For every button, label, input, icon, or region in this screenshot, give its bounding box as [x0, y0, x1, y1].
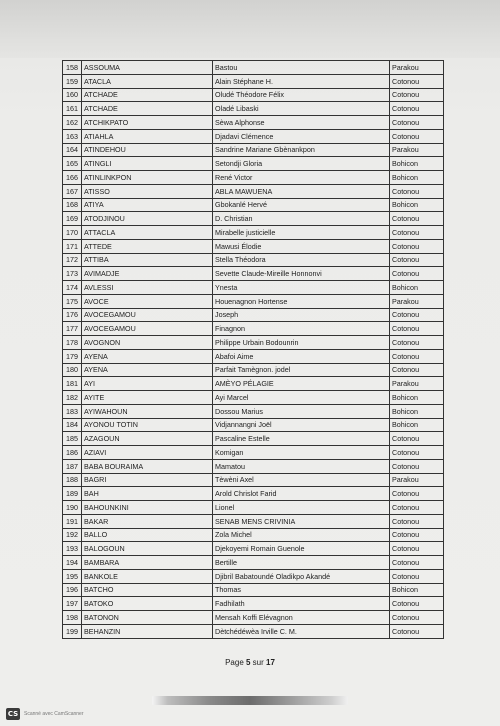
city-cell: Bohicon — [390, 281, 444, 295]
last-name-cell: BANKOLE — [82, 569, 213, 583]
row-number-cell: 167 — [63, 184, 82, 198]
last-name-cell: AYIWAHOUN — [82, 404, 213, 418]
first-name-cell: Finagnon — [213, 322, 390, 336]
row-number-cell: 173 — [63, 267, 82, 281]
first-name-cell: Komigan — [213, 446, 390, 460]
last-name-cell: BATOKO — [82, 597, 213, 611]
first-name-cell: Bertille — [213, 556, 390, 570]
table-row — [63, 226, 444, 240]
city-cell: Cotonou — [390, 88, 444, 102]
row-number-cell: 158 — [63, 61, 82, 75]
last-name-cell: AYENA — [82, 363, 213, 377]
last-name-cell: ATIYA — [82, 198, 213, 212]
city-cell: Bohicon — [390, 404, 444, 418]
last-name-cell: ATINLINKPON — [82, 171, 213, 185]
first-name-cell: Parfait Tamègnon. jodel — [213, 363, 390, 377]
table-row — [63, 583, 444, 597]
table-row — [63, 184, 444, 198]
table-row — [63, 624, 444, 638]
first-name-cell: Mamatou — [213, 459, 390, 473]
row-number-cell: 176 — [63, 308, 82, 322]
first-name-cell: SENAB MENS CRIVINIA — [213, 514, 390, 528]
last-name-cell: AVLESSI — [82, 281, 213, 295]
city-cell: Parakou — [390, 294, 444, 308]
last-name-cell: BAMBARA — [82, 556, 213, 570]
city-cell: Cotonou — [390, 487, 444, 501]
last-name-cell: ATACLA — [82, 74, 213, 88]
table-row — [63, 88, 444, 102]
city-cell: Cotonou — [390, 322, 444, 336]
first-name-cell: ABLA MAWUENA — [213, 184, 390, 198]
last-name-cell: BALLO — [82, 528, 213, 542]
table-row — [63, 501, 444, 515]
table-row — [63, 102, 444, 116]
table-row — [63, 377, 444, 391]
table-row — [63, 611, 444, 625]
camscanner-logo-icon: CS — [7, 710, 19, 718]
row-number-cell: 171 — [63, 239, 82, 253]
table-row — [63, 61, 444, 75]
table-row — [63, 239, 444, 253]
last-name-cell: ATTEDE — [82, 239, 213, 253]
city-cell: Cotonou — [390, 116, 444, 130]
first-name-cell: Joseph — [213, 308, 390, 322]
first-name-cell: D. Christian — [213, 212, 390, 226]
row-number-cell: 184 — [63, 418, 82, 432]
first-name-cell: Sevette Claude-Mireille Honnonvi — [213, 267, 390, 281]
scan-gradient-bar — [152, 696, 348, 705]
row-number-cell: 159 — [63, 74, 82, 88]
city-cell: Parakou — [390, 473, 444, 487]
first-name-cell: Alain Stéphane H. — [213, 74, 390, 88]
table-row — [63, 487, 444, 501]
table-row — [63, 514, 444, 528]
first-name-cell: Philippe Urbain Bodounrin — [213, 336, 390, 350]
city-cell: Parakou — [390, 143, 444, 157]
table-row — [63, 322, 444, 336]
table-row — [63, 198, 444, 212]
table-row — [63, 542, 444, 556]
city-cell: Bohicon — [390, 391, 444, 405]
city-cell: Cotonou — [390, 501, 444, 515]
table-row — [63, 212, 444, 226]
table-row — [63, 157, 444, 171]
last-name-cell: AYI — [82, 377, 213, 391]
first-name-cell: Djekoyemi Romain Guenole — [213, 542, 390, 556]
footer-total-pages: 17 — [266, 658, 275, 667]
last-name-cell: ATTACLA — [82, 226, 213, 240]
row-number-cell: 164 — [63, 143, 82, 157]
last-name-cell: AYITE — [82, 391, 213, 405]
city-cell: Cotonou — [390, 446, 444, 460]
city-cell: Bohicon — [390, 583, 444, 597]
first-name-cell: Thomas — [213, 583, 390, 597]
last-name-cell: BALOGOUN — [82, 542, 213, 556]
table-row — [63, 294, 444, 308]
roster-table — [62, 60, 444, 639]
row-number-cell: 187 — [63, 459, 82, 473]
row-number-cell: 182 — [63, 391, 82, 405]
last-name-cell: BAHOUNKINI — [82, 501, 213, 515]
last-name-cell: BAH — [82, 487, 213, 501]
table-row — [63, 556, 444, 570]
city-cell: Cotonou — [390, 459, 444, 473]
first-name-cell: Djibril Babatoundé Oladikpo Akandé — [213, 569, 390, 583]
last-name-cell: ASSOUMA — [82, 61, 213, 75]
city-cell: Parakou — [390, 61, 444, 75]
first-name-cell: Setondji Gloria — [213, 157, 390, 171]
table-row — [63, 74, 444, 88]
row-number-cell: 193 — [63, 542, 82, 556]
first-name-cell: Mirabelle justicielle — [213, 226, 390, 240]
table-row — [63, 569, 444, 583]
table-row — [63, 418, 444, 432]
last-name-cell: AYENA — [82, 349, 213, 363]
first-name-cell: Sandrine Mariane Gbènankpon — [213, 143, 390, 157]
city-cell: Cotonou — [390, 267, 444, 281]
row-number-cell: 179 — [63, 349, 82, 363]
first-name-cell: Lionel — [213, 501, 390, 515]
city-cell: Cotonou — [390, 611, 444, 625]
city-cell: Cotonou — [390, 253, 444, 267]
last-name-cell: ATCHADE — [82, 102, 213, 116]
row-number-cell: 163 — [63, 129, 82, 143]
last-name-cell: ATODJINOU — [82, 212, 213, 226]
city-cell: Cotonou — [390, 184, 444, 198]
first-name-cell: Vidjannangni Joël — [213, 418, 390, 432]
last-name-cell: ATINDEHOU — [82, 143, 213, 157]
last-name-cell: ATIAHLA — [82, 129, 213, 143]
table-row — [63, 349, 444, 363]
city-cell: Bohicon — [390, 418, 444, 432]
table-row — [63, 363, 444, 377]
last-name-cell: ATISSO — [82, 184, 213, 198]
city-cell: Cotonou — [390, 102, 444, 116]
first-name-cell: Sèwa Alphonse — [213, 116, 390, 130]
table-row — [63, 143, 444, 157]
row-number-cell: 186 — [63, 446, 82, 460]
first-name-cell: Arold Chrislot Farid — [213, 487, 390, 501]
footer-middle: sur — [250, 658, 266, 667]
last-name-cell: AZAGOUN — [82, 432, 213, 446]
last-name-cell: BABA BOURAIMA — [82, 459, 213, 473]
city-cell: Bohicon — [390, 198, 444, 212]
city-cell: Cotonou — [390, 363, 444, 377]
row-number-cell: 169 — [63, 212, 82, 226]
table-row — [63, 404, 444, 418]
row-number-cell: 162 — [63, 116, 82, 130]
row-number-cell: 172 — [63, 253, 82, 267]
row-number-cell: 161 — [63, 102, 82, 116]
first-name-cell: Zola Michel — [213, 528, 390, 542]
table-row — [63, 391, 444, 405]
city-cell: Cotonou — [390, 349, 444, 363]
row-number-cell: 194 — [63, 556, 82, 570]
last-name-cell: AVOCE — [82, 294, 213, 308]
row-number-cell: 195 — [63, 569, 82, 583]
first-name-cell: Bastou — [213, 61, 390, 75]
row-number-cell: 165 — [63, 157, 82, 171]
city-cell: Parakou — [390, 377, 444, 391]
last-name-cell: AVOGNON — [82, 336, 213, 350]
roster-body — [63, 61, 444, 639]
row-number-cell: 178 — [63, 336, 82, 350]
last-name-cell: AYONOU TOTIN — [82, 418, 213, 432]
last-name-cell: ATCHIKPATO — [82, 116, 213, 130]
table-row — [63, 267, 444, 281]
table-row — [63, 281, 444, 295]
row-number-cell: 197 — [63, 597, 82, 611]
city-cell: Cotonou — [390, 597, 444, 611]
row-number-cell: 180 — [63, 363, 82, 377]
last-name-cell: ATINGLI — [82, 157, 213, 171]
city-cell: Cotonou — [390, 74, 444, 88]
table-row — [63, 459, 444, 473]
row-number-cell: 191 — [63, 514, 82, 528]
last-name-cell: BEHANZIN — [82, 624, 213, 638]
row-number-cell: 192 — [63, 528, 82, 542]
city-cell: Cotonou — [390, 556, 444, 570]
first-name-cell: Tèwèni Axel — [213, 473, 390, 487]
city-cell: Cotonou — [390, 129, 444, 143]
city-cell: Cotonou — [390, 569, 444, 583]
first-name-cell: René Victor — [213, 171, 390, 185]
row-number-cell: 174 — [63, 281, 82, 295]
last-name-cell: ATTIBA — [82, 253, 213, 267]
row-number-cell: 177 — [63, 322, 82, 336]
first-name-cell: Mensah Koffi Elévagnon — [213, 611, 390, 625]
city-cell: Cotonou — [390, 528, 444, 542]
city-cell: Cotonou — [390, 336, 444, 350]
first-name-cell: Gbokanlé Hervé — [213, 198, 390, 212]
table-row — [63, 336, 444, 350]
page-footer — [0, 658, 500, 667]
table-row — [63, 473, 444, 487]
table-row — [63, 129, 444, 143]
city-cell: Cotonou — [390, 226, 444, 240]
city-cell: Bohicon — [390, 171, 444, 185]
table-row — [63, 597, 444, 611]
row-number-cell: 185 — [63, 432, 82, 446]
city-cell: Cotonou — [390, 308, 444, 322]
last-name-cell: ATCHADE — [82, 88, 213, 102]
first-name-cell: Dossou Marius — [213, 404, 390, 418]
table-row — [63, 253, 444, 267]
first-name-cell: Pascaline Estelle — [213, 432, 390, 446]
row-number-cell: 175 — [63, 294, 82, 308]
row-number-cell: 170 — [63, 226, 82, 240]
last-name-cell: BAKAR — [82, 514, 213, 528]
row-number-cell: 160 — [63, 88, 82, 102]
last-name-cell: BATCHO — [82, 583, 213, 597]
first-name-cell: Abafoi Aime — [213, 349, 390, 363]
row-number-cell: 188 — [63, 473, 82, 487]
city-cell: Cotonou — [390, 212, 444, 226]
row-number-cell: 166 — [63, 171, 82, 185]
table-row — [63, 446, 444, 460]
last-name-cell: BATONON — [82, 611, 213, 625]
table-row — [63, 171, 444, 185]
city-cell: Bohicon — [390, 157, 444, 171]
last-name-cell: AZIAVI — [82, 446, 213, 460]
row-number-cell: 189 — [63, 487, 82, 501]
last-name-cell: AVOCEGAMOU — [82, 322, 213, 336]
row-number-cell: 199 — [63, 624, 82, 638]
city-cell: Cotonou — [390, 239, 444, 253]
table-row — [63, 308, 444, 322]
camscanner-watermark — [6, 708, 83, 720]
row-number-cell: 198 — [63, 611, 82, 625]
row-number-cell: 190 — [63, 501, 82, 515]
camscanner-text: Scanné avec CamScanner — [24, 711, 84, 717]
table-row — [63, 116, 444, 130]
city-cell: Cotonou — [390, 542, 444, 556]
first-name-cell: Ayi Marcel — [213, 391, 390, 405]
last-name-cell: AVIMADJE — [82, 267, 213, 281]
footer-current-page: 5 — [245, 658, 251, 667]
first-name-cell: Djadavi Clémence — [213, 129, 390, 143]
last-name-cell: BAGRI — [82, 473, 213, 487]
row-number-cell: 183 — [63, 404, 82, 418]
first-name-cell: Dètchédéwèa Irville C. M. — [213, 624, 390, 638]
row-number-cell: 181 — [63, 377, 82, 391]
footer-prefix: Page — [225, 658, 246, 667]
last-name-cell: AVOCEGAMOU — [82, 308, 213, 322]
city-cell: Cotonou — [390, 514, 444, 528]
first-name-cell: Mawusi Élodie — [213, 239, 390, 253]
row-number-cell: 168 — [63, 198, 82, 212]
city-cell: Cotonou — [390, 624, 444, 638]
first-name-cell: Stella Théodora — [213, 253, 390, 267]
table-row — [63, 528, 444, 542]
first-name-cell: Oludé Théodore Félix — [213, 88, 390, 102]
first-name-cell: Ynesta — [213, 281, 390, 295]
city-cell: Cotonou — [390, 432, 444, 446]
first-name-cell: Oladé Libaski — [213, 102, 390, 116]
first-name-cell: Houenagnon Hortense — [213, 294, 390, 308]
page-top-shadow — [0, 0, 500, 58]
table-row — [63, 432, 444, 446]
first-name-cell: AMÈYO PÉLAGIE — [213, 377, 390, 391]
row-number-cell: 196 — [63, 583, 82, 597]
first-name-cell: Fadhilath — [213, 597, 390, 611]
